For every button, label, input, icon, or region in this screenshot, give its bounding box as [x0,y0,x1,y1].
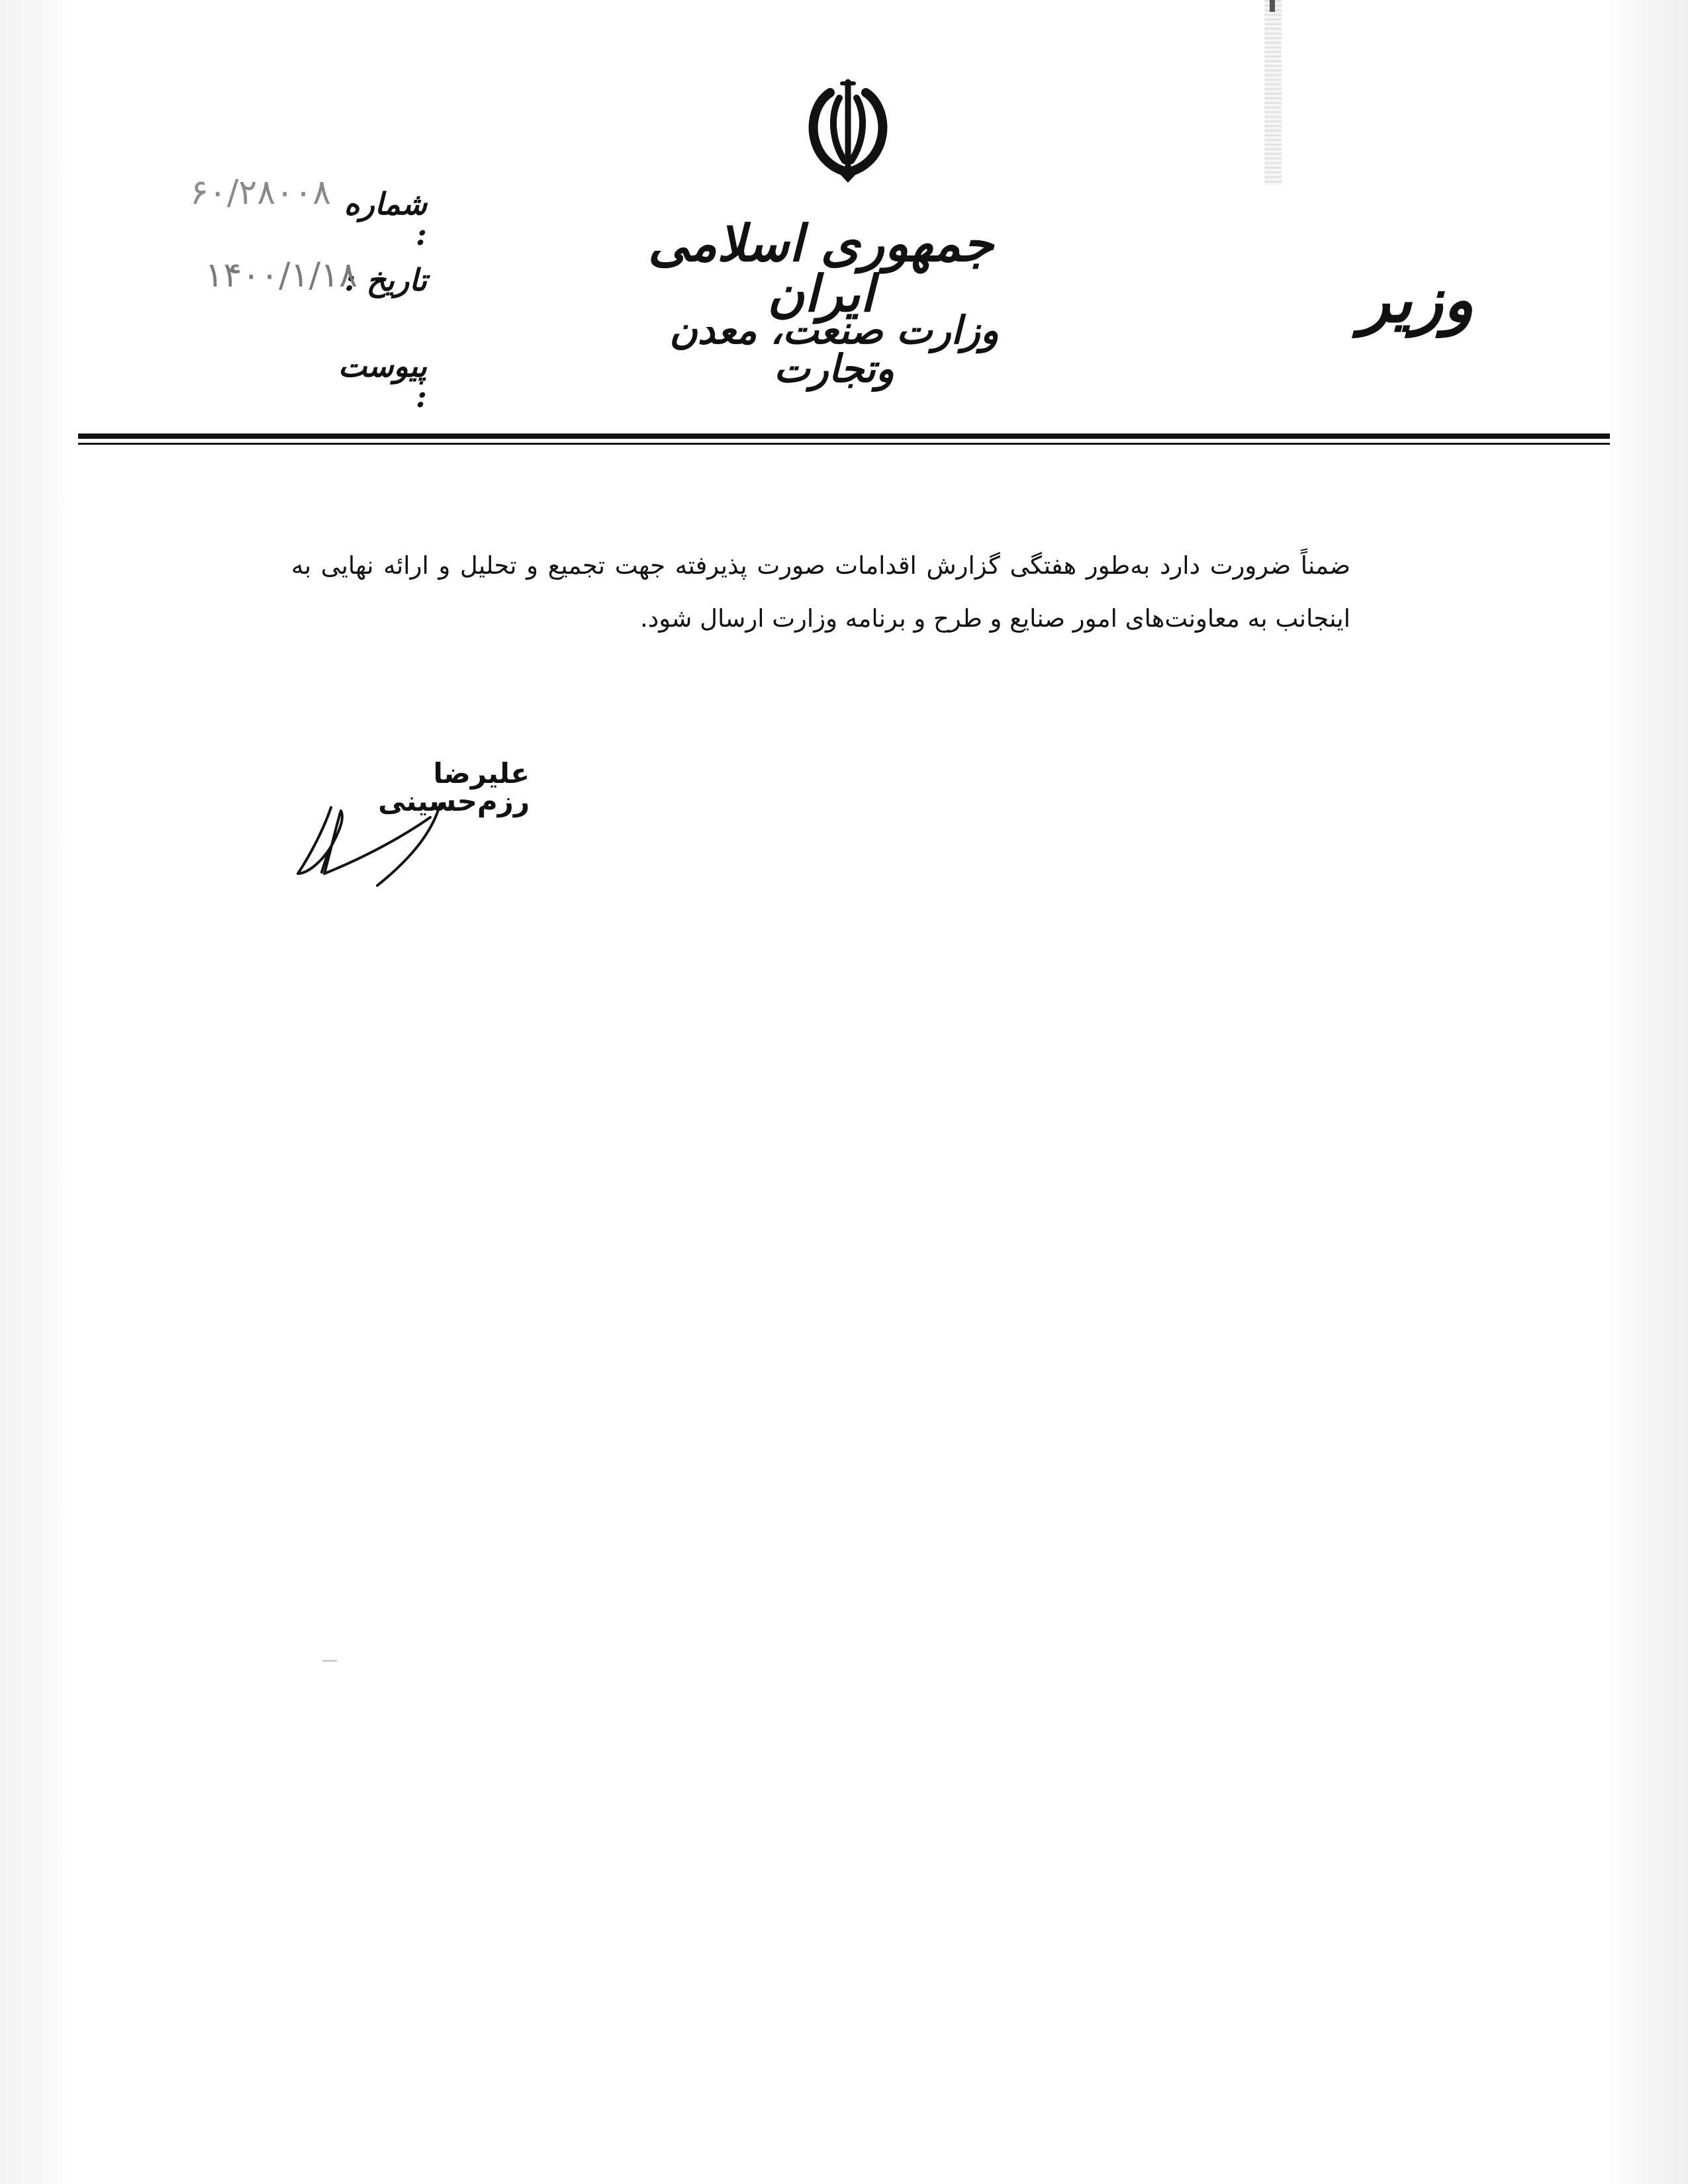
office-title: وزیر [1359,262,1474,337]
attachment-label: پیوست : [338,348,427,414]
header-divider [78,433,1610,439]
scan-artifact [1264,0,1282,185]
date-value: ۱۴۰۰/۱/۱۸ [205,255,357,295]
date-label: تاریخ : [344,262,427,298]
scan-artifact-mark [1270,0,1275,12]
emblem-of-iran-icon [792,78,904,184]
ministry-name: وزارت صنعت، معدن وتجارت [669,308,999,391]
signer-name: علیرضا رزم‌حسینی [378,757,530,817]
handwritten-signature [285,781,457,887]
government-title: جمهوری اسلامی ایران [647,214,994,323]
header-divider-thin [78,443,1610,445]
scan-margin-right [1610,0,1688,2184]
letter-body: ضمناً ضرورت دارد به‌طور هفتگی گزارش اقدامات صورت پذیرفته جهت تجمیع و تحلیل و ارائه نهایی به اینجانب به معاونت‌های امور صنایع و طرح و برنامه وزارت ارسال شود. [291,551,1350,633]
number-label: شماره : [344,186,427,252]
scan-margin-left [0,0,78,2184]
scan-artifact-speck [322,1660,337,1662]
number-value: ۶۰/۲۸۰۰۸ [189,173,331,212]
